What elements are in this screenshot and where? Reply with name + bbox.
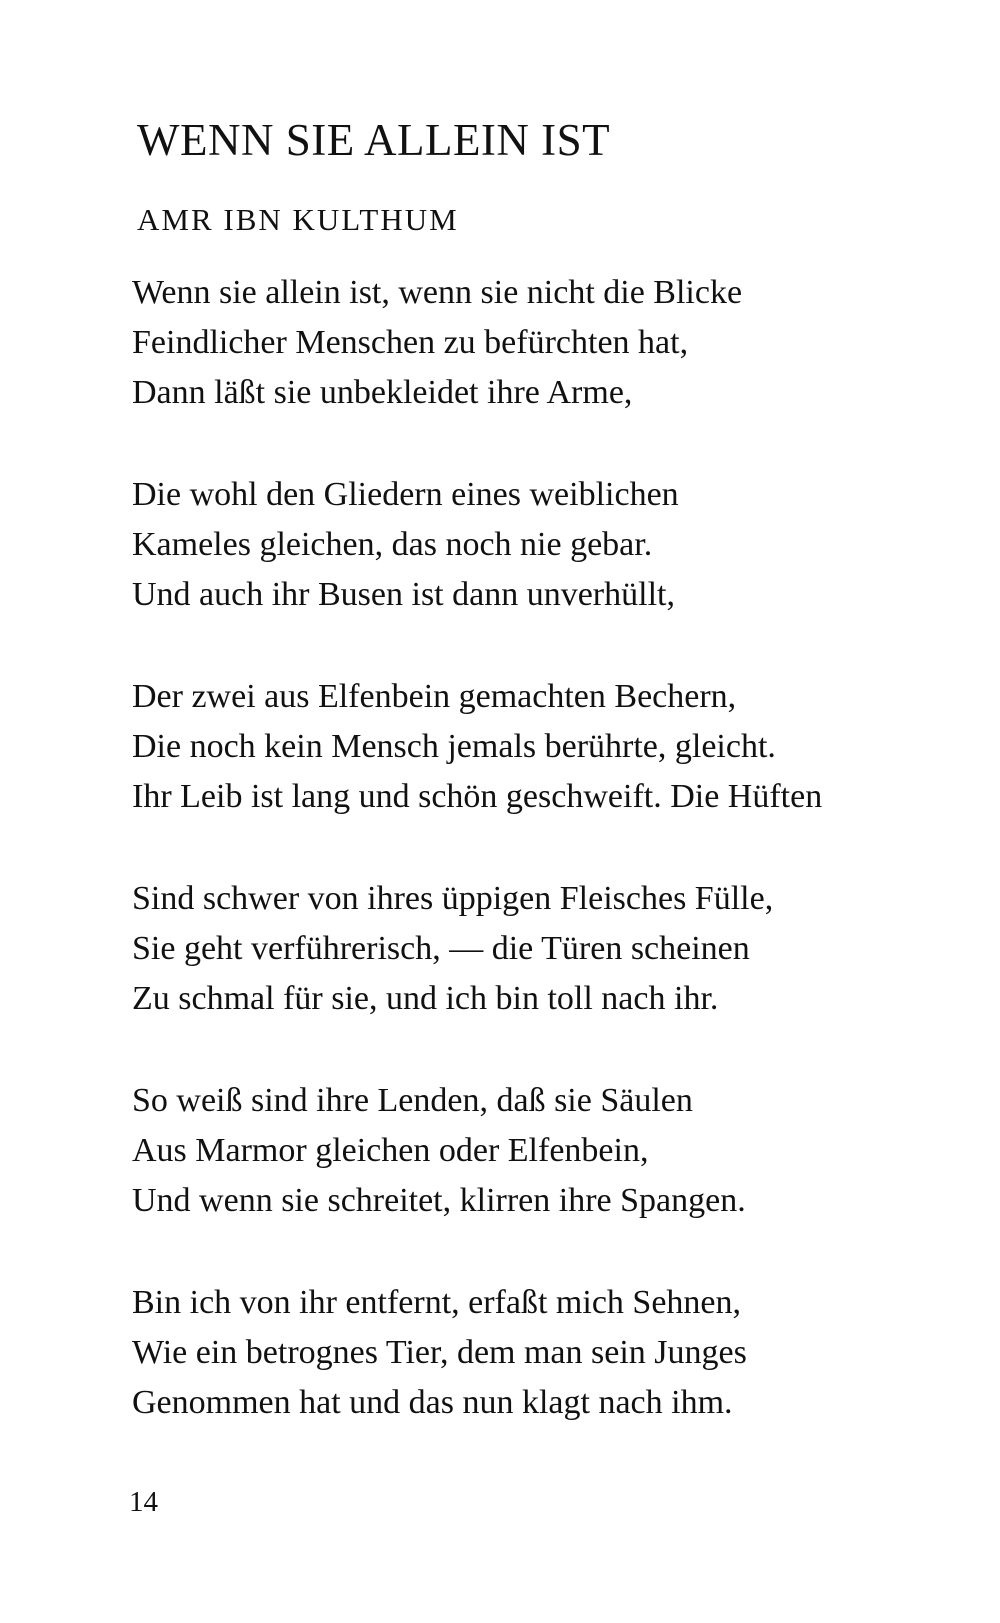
- stanza: [132, 874, 962, 1024]
- poem-author: AMR IBN KULTHUM: [137, 202, 459, 237]
- poem-line: Dann läßt sie unbekleidet ihre Arme,: [132, 374, 633, 411]
- poem-line: So weiß sind ihre Lenden, daß sie Säulen: [132, 1082, 693, 1119]
- poem-line: Aus Marmor gleichen oder Elfenbein,: [132, 1132, 649, 1169]
- poem-line: Die noch kein Mensch jemals berührte, gleicht.: [132, 728, 776, 765]
- stanza: [132, 1278, 962, 1428]
- poem-line: Der zwei aus Elfenbein gemachten Bechern,: [132, 678, 737, 715]
- stanza: [132, 268, 962, 418]
- poem-line: Feindlicher Menschen zu befürchten hat,: [132, 324, 689, 361]
- poem-line: Und wenn sie schreitet, klirren ihre Spangen.: [132, 1182, 746, 1219]
- poem-body: [132, 268, 962, 1480]
- poem-line: Zu schmal für sie, und ich bin toll nach ihr.: [132, 980, 719, 1017]
- poem-title: WENN SIE ALLEIN IST: [137, 115, 611, 165]
- poem-line: Genommen hat und das nun klagt nach ihm.: [132, 1384, 733, 1421]
- poem-line: Und auch ihr Busen ist dann unverhüllt,: [132, 576, 675, 613]
- stanza: [132, 672, 962, 822]
- poem-line: Die wohl den Gliedern eines weiblichen: [132, 476, 679, 513]
- stanza: [132, 470, 962, 620]
- poem-line: Wenn sie allein ist, wenn sie nicht die Blicke: [132, 274, 743, 311]
- poem-line: Ihr Leib ist lang und schön geschweift. Die Hüften: [132, 778, 823, 815]
- poem-line: Wie ein betrognes Tier, dem man sein Junges: [132, 1334, 747, 1371]
- stanza: [132, 1076, 962, 1226]
- page-number: 14: [129, 1486, 158, 1518]
- poem-line: Kameles gleichen, das noch nie gebar.: [132, 526, 653, 563]
- poem-line: Sie geht verführerisch, — die Türen scheinen: [132, 930, 750, 967]
- poem-line: Bin ich von ihr entfernt, erfaßt mich Sehnen,: [132, 1284, 741, 1321]
- poem-line: Sind schwer von ihres üppigen Fleisches Fülle,: [132, 880, 774, 917]
